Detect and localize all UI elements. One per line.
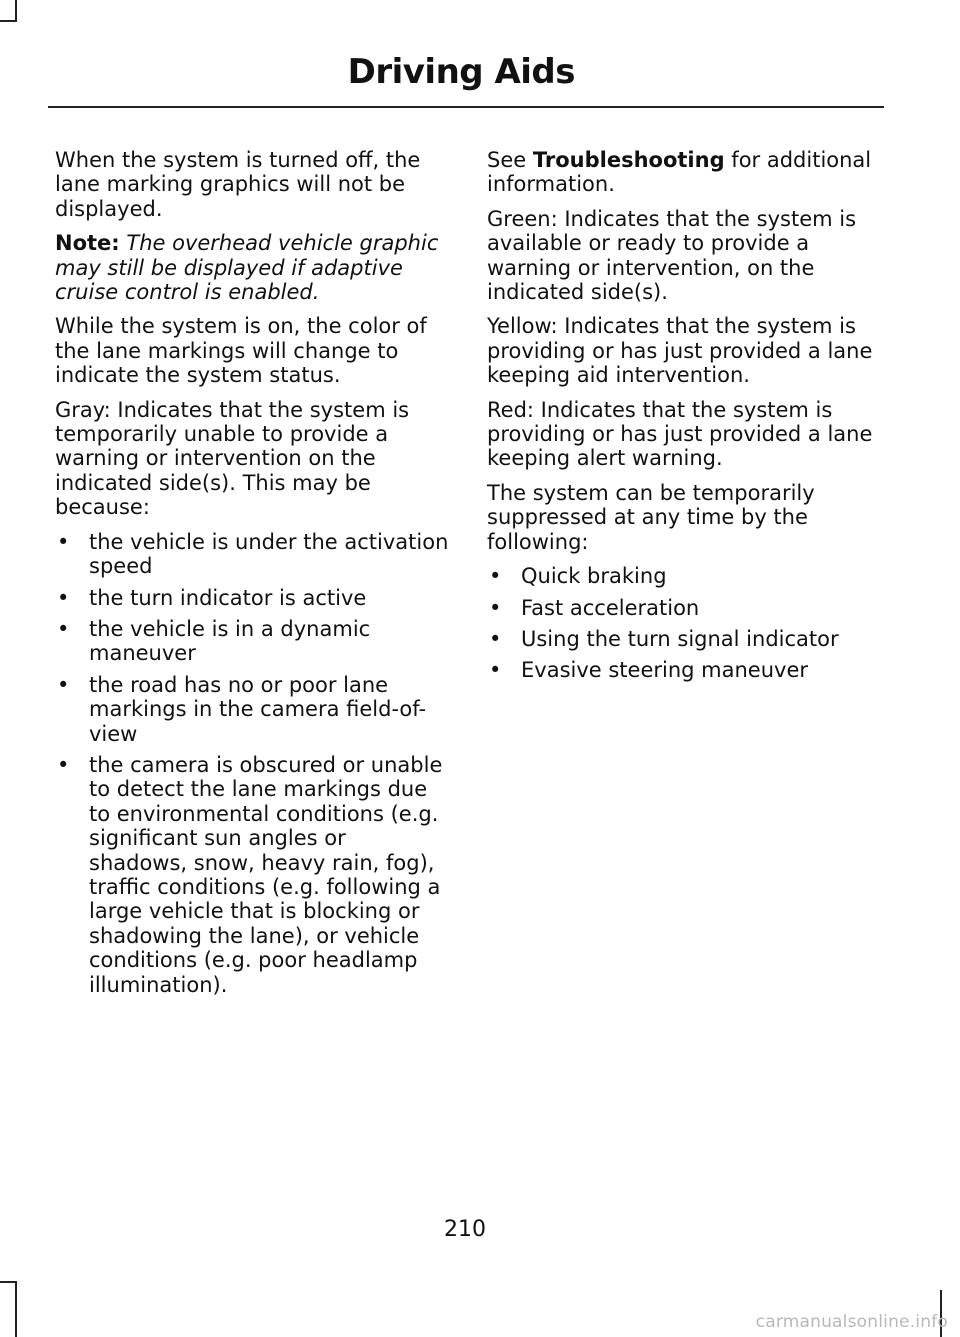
note-label: Note: xyxy=(55,231,120,256)
list-item xyxy=(487,564,882,588)
list-item-text: Using the turn signal indicator xyxy=(521,626,839,651)
crop-mark-bottom-left-h xyxy=(0,1281,17,1283)
paragraph-see-troubleshooting xyxy=(487,148,882,197)
bullet-icon: • xyxy=(57,529,70,554)
bullet-icon: • xyxy=(489,658,502,683)
list-item-text: Evasive steering maneuver xyxy=(521,658,809,683)
page-number: 210 xyxy=(444,1217,486,1242)
crop-mark-top-left xyxy=(15,0,17,20)
header-divider xyxy=(48,106,884,108)
list-item xyxy=(55,617,450,666)
see-prefix: See xyxy=(487,148,527,172)
page-title: Driving Aids xyxy=(347,52,575,92)
watermark: carmanualsonline.info xyxy=(755,1312,948,1332)
bullet-icon: • xyxy=(57,616,70,641)
list-item-text: Fast acceleration xyxy=(521,595,700,620)
bullet-icon: • xyxy=(57,585,70,610)
gray-reasons-list xyxy=(55,530,450,997)
bullet-icon: • xyxy=(57,752,70,777)
paragraph-system-off: When the system is turned off, the lane marking graphics will not be displayed. xyxy=(55,148,421,221)
list-item xyxy=(55,673,450,746)
list-item xyxy=(55,530,450,579)
list-item xyxy=(487,596,882,620)
list-item-text: the road has no or poor lane markings in the camera field-of-view xyxy=(89,672,427,746)
right-column xyxy=(487,148,882,693)
suppression-list xyxy=(487,564,882,683)
list-item xyxy=(487,627,882,651)
paragraph-yellow: Yellow: Indicates that the system is providing or has just provided a lane keeping aid intervention. xyxy=(487,314,873,388)
note xyxy=(55,231,450,304)
note-text: The overhead vehicle graphic may still be displayed if adaptive cruise control is enabled. xyxy=(55,231,439,305)
paragraph-green: Green: Indicates that the system is available or ready to provide a warning or intervention, on the indicated side(s). xyxy=(487,206,857,305)
bullet-icon: • xyxy=(57,672,70,697)
paragraph-red: Red: Indicates that the system is providing or has just provided a lane keeping alert warning. xyxy=(487,397,873,471)
left-column xyxy=(55,148,450,1007)
paragraph-gray: Gray: Indicates that the system is temporarily unable to provide a warning or intervention on the indicated side(s). This may be because: xyxy=(55,397,410,520)
list-item xyxy=(55,753,450,997)
list-item-text: the camera is obscured or unable to detect the lane markings due to environmental conditions (e.g. significant sun angles or shadows, snow, heavy rain, fog), traffic conditions (e.g. following a large vehicle that is blocking or shadowing the lane), or vehicle conditions (e.g. poor headlamp illumination). xyxy=(89,752,443,997)
list-item xyxy=(487,658,882,682)
list-item-text: the vehicle is in a dynamic maneuver xyxy=(89,616,371,666)
list-item-text: Quick braking xyxy=(521,564,667,589)
see-suffix: for additional information. xyxy=(487,148,872,197)
list-item xyxy=(55,586,450,610)
crop-mark-top-left-h xyxy=(0,20,17,22)
bullet-icon: • xyxy=(489,564,502,589)
list-item-text: the vehicle is under the activation speed xyxy=(89,529,449,579)
paragraph-suppressed: The system can be temporarily suppressed at any time by the following: xyxy=(487,480,815,554)
paragraph-system-on: While the system is on, the color of the lane markings will change to indicate the system status. xyxy=(55,314,427,388)
list-item-text: the turn indicator is active xyxy=(89,585,367,610)
crop-mark-bottom-left xyxy=(15,1282,17,1337)
bullet-icon: • xyxy=(489,595,502,620)
bullet-icon: • xyxy=(489,626,502,651)
troubleshooting-link[interactable]: Troubleshooting xyxy=(532,148,725,172)
